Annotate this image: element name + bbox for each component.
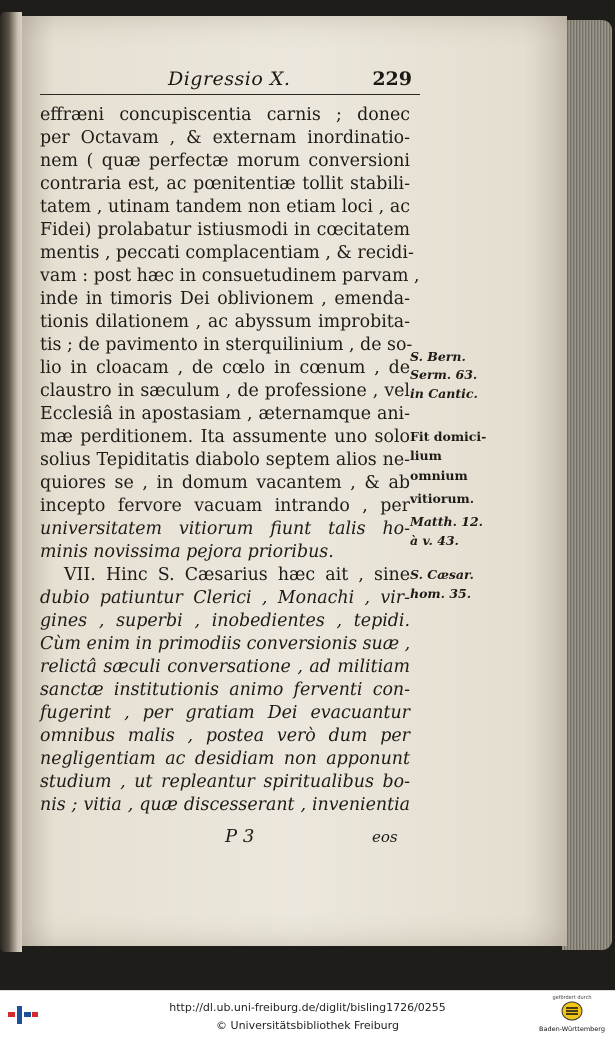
text-line: relictâ sæculi conversatione , ad militiam [40,657,410,677]
text-line: incepto fervore vacuam intrando , per [40,496,410,516]
margin-note: Fit domici- [410,429,487,445]
text-line: effræni concupiscentia carnis ; donec [40,105,410,125]
crest-icon [561,1001,583,1021]
text-line: nis ; vitia , quæ discesserant , invenientia [40,795,410,815]
margin-note: S. Cæsar. [410,567,474,583]
sponsor-name: Baden-Württemberg [539,1025,605,1033]
sponsor-logo [536,995,608,1035]
text-line: mæ perditionem. Ita assumente uno solo [40,427,410,447]
margin-note: vitiorum. [410,491,475,507]
text-line: vam : post hæc in consuetudinem parvam , [40,266,420,286]
signature-mark: P 3 [225,826,255,847]
margin-note: Serm. 63. [410,367,478,383]
text-line: tionis dilationem , ac abyssum improbita- [40,312,410,332]
text-line: claustro in sæculum , de professione , vel [40,381,410,401]
text-line: Ecclesiâ in apostasiam , æternamque ani- [40,404,410,424]
running-head-title: Digressio X. [168,68,291,90]
text-line: negligentiam ac desidiam non apponunt [40,749,410,769]
footer-copyright: © Universitätsbibliothek Freiburg [216,1019,399,1032]
text-line: tatem , utinam tandem non etiam loci , ac [40,197,410,217]
text-line: nem ( quæ perfectæ morum conversioni [40,151,410,171]
text-line: gines , superbi , inobedientes , tepidi. [40,611,410,631]
sponsor-caption: gefördert durch [552,995,592,1001]
body-text [40,104,420,817]
margin-note: lium [410,447,442,463]
footer-url-link[interactable]: http://dl.ub.uni-freiburg.de/diglit/bisling1726/0255 [169,1001,446,1014]
text-line: tis ; de pavimento in sterquilinium , de so- [40,335,413,355]
text-line: solius Tepiditatis diabolo septem alios ne- [40,450,410,470]
page-number: 229 [372,68,412,90]
text-line: contraria est, ac pœnitentiæ tollit stabili- [40,174,410,194]
text-line: Fidei) prolabatur istiusmodi in cœcitatem [40,220,410,240]
catchword: eos [372,828,398,846]
text-line: inde in timoris Dei oblivionem , emenda- [40,289,410,309]
margin-note: omnium [410,468,468,484]
margin-note: Matth. 12. [410,514,484,530]
text-line: universitatem vitiorum fiunt talis ho- [40,519,410,539]
text-line: sanctæ institutionis animo ferventi con- [40,680,410,700]
margin-note: à v. 43. [410,532,459,548]
margin-note: hom. 35. [410,585,472,601]
margin-note: S. Bern. [410,348,466,364]
text-line: lio in cloacam , de cœlo in cœnum , de [40,358,410,378]
text-line: fugerint , per gratiam Dei evacuantur [40,703,410,723]
text-line: dubio patiuntur Clerici , Monachi , vir- [40,588,410,608]
margin-note: in Cantic. [410,385,478,401]
text-line: Cùm enim in primodiis conversionis suæ , [40,634,411,654]
text-line: VII. Hinc S. Cæsarius hæc ait , sine [64,565,410,585]
text-line: mentis , peccati complacentiam , & recidi- [40,243,414,263]
text-line: per Octavam , & externam inordinatio- [40,128,410,148]
viewer-footer [0,990,615,1037]
text-line: omnibus malis , postea verò dum per [40,726,410,746]
book-page-edges [562,20,612,950]
text-line: studium , ut repleantur spiritualibus bo- [40,772,410,792]
running-head [40,68,420,95]
previous-page-edge [0,12,22,952]
text-line: quiores se , in domum vacantem , & ab [40,473,410,493]
text-line: minis novissima pejora prioribus. [40,542,334,562]
